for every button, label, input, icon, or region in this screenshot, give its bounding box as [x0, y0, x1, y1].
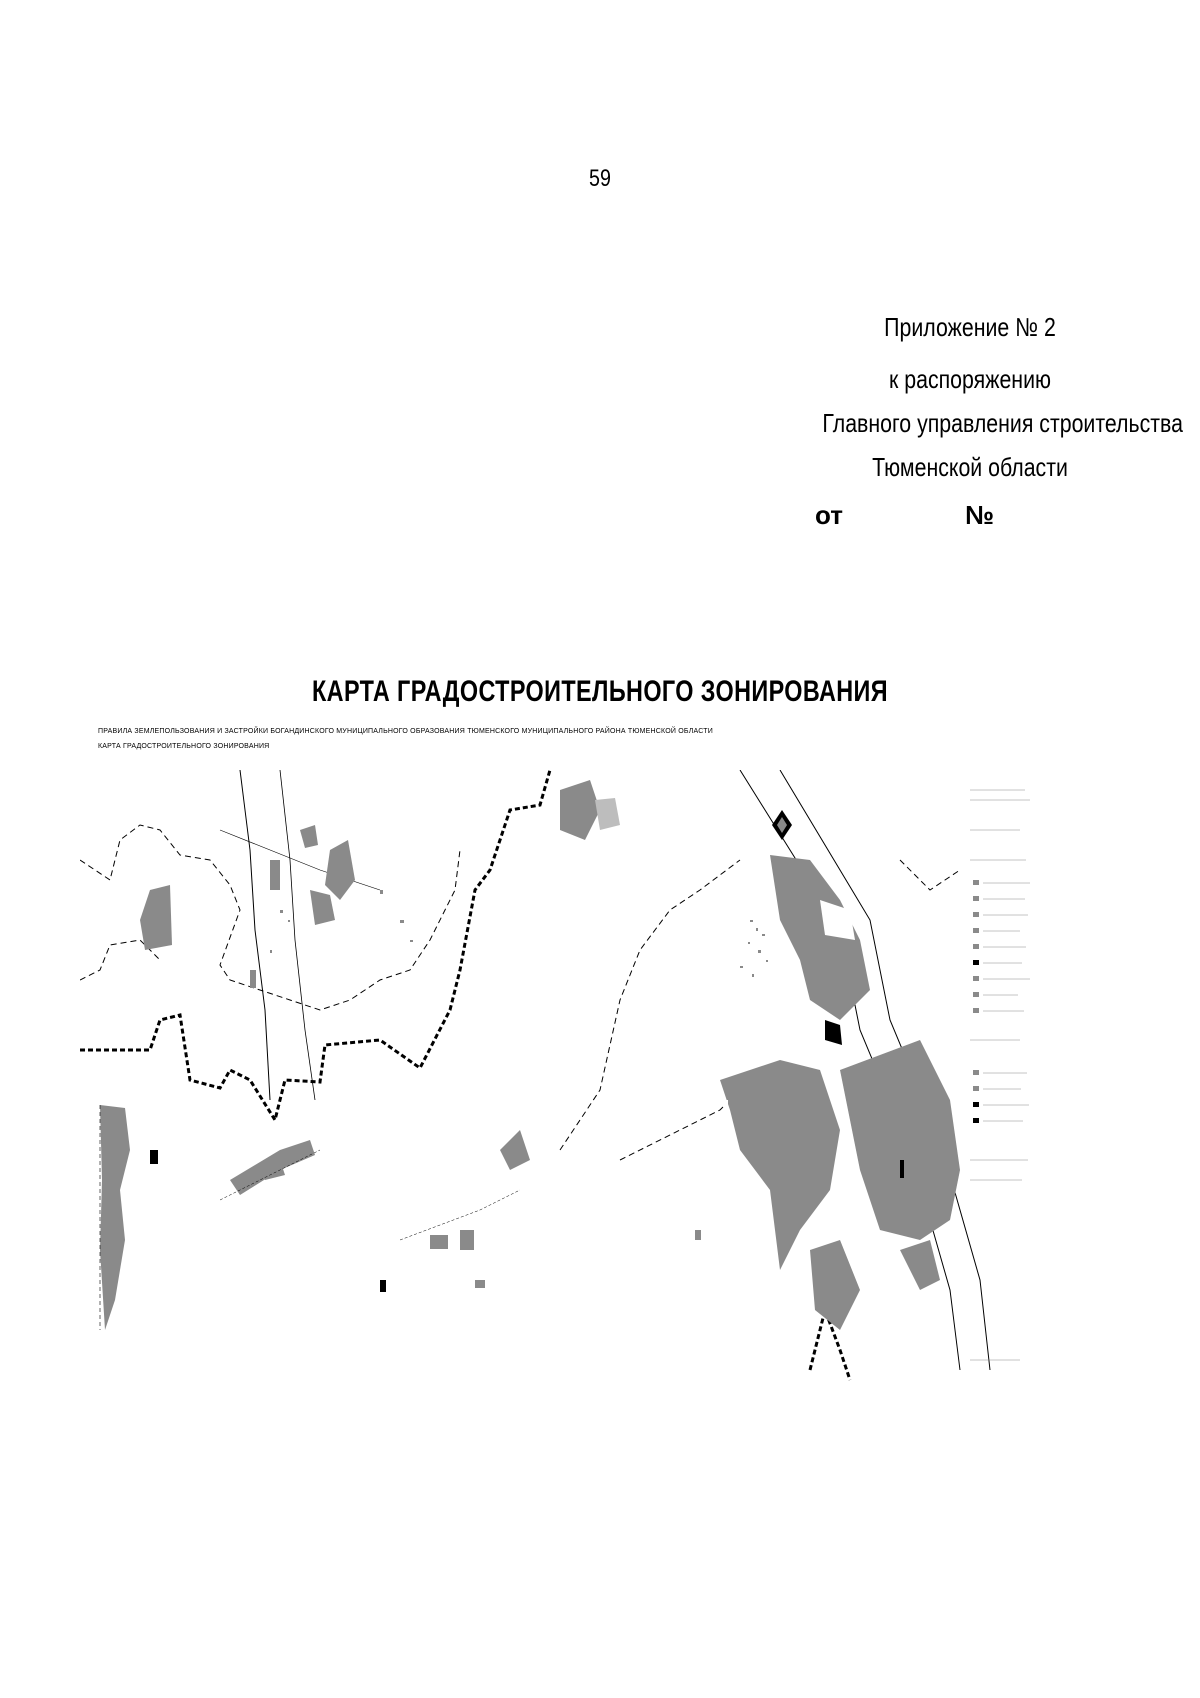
from-label: от: [815, 500, 843, 530]
legend-column: [970, 790, 1030, 1360]
inset-upper-middle: [560, 780, 620, 840]
appendix-line-1: к распоряжению: [888, 364, 1051, 394]
inset-bottom-village: [380, 1130, 530, 1292]
appendix-line-2: Главного управления строительства: [822, 408, 1183, 438]
stipple-area: [740, 920, 768, 977]
zoning-map-image: [80, 770, 1120, 1470]
inset-bottom-left: [100, 1105, 158, 1330]
appendix-block: [790, 305, 1183, 489]
inset-territory-zones: [140, 825, 355, 988]
map-caption-sub: КАРТА ГРАДОСТРОИТЕЛЬНОГО ЗОНИРОВАНИЯ: [98, 743, 270, 750]
appendix-title: Приложение № 2: [884, 312, 1056, 342]
zoning-map: [80, 770, 1120, 1470]
page-number: 59: [589, 165, 611, 192]
map-title: КАРТА ГРАДОСТРОИТЕЛЬНОГО ЗОНИРОВАНИЯ: [312, 675, 888, 708]
map-caption-main: ПРАВИЛА ЗЕМЛЕПОЛЬЗОВАНИЯ И ЗАСТРОЙКИ БОГАНДИНСКОГО МУНИЦИПАЛЬНОГО ОБРАЗОВАНИЯ ТЮМЕНСКОГО МУНИЦИПАЛЬНОГО РАЙОНА ТЮМЕНСКОЙ ОБЛАСТИ: [98, 728, 713, 735]
appendix-line-3: Тюменской области: [872, 452, 1068, 482]
inset-main-settlement: [560, 770, 990, 1380]
inset-territory-speckle: [270, 890, 413, 953]
inset-bottom-middle: [220, 1140, 320, 1200]
number-label: №: [965, 500, 994, 530]
